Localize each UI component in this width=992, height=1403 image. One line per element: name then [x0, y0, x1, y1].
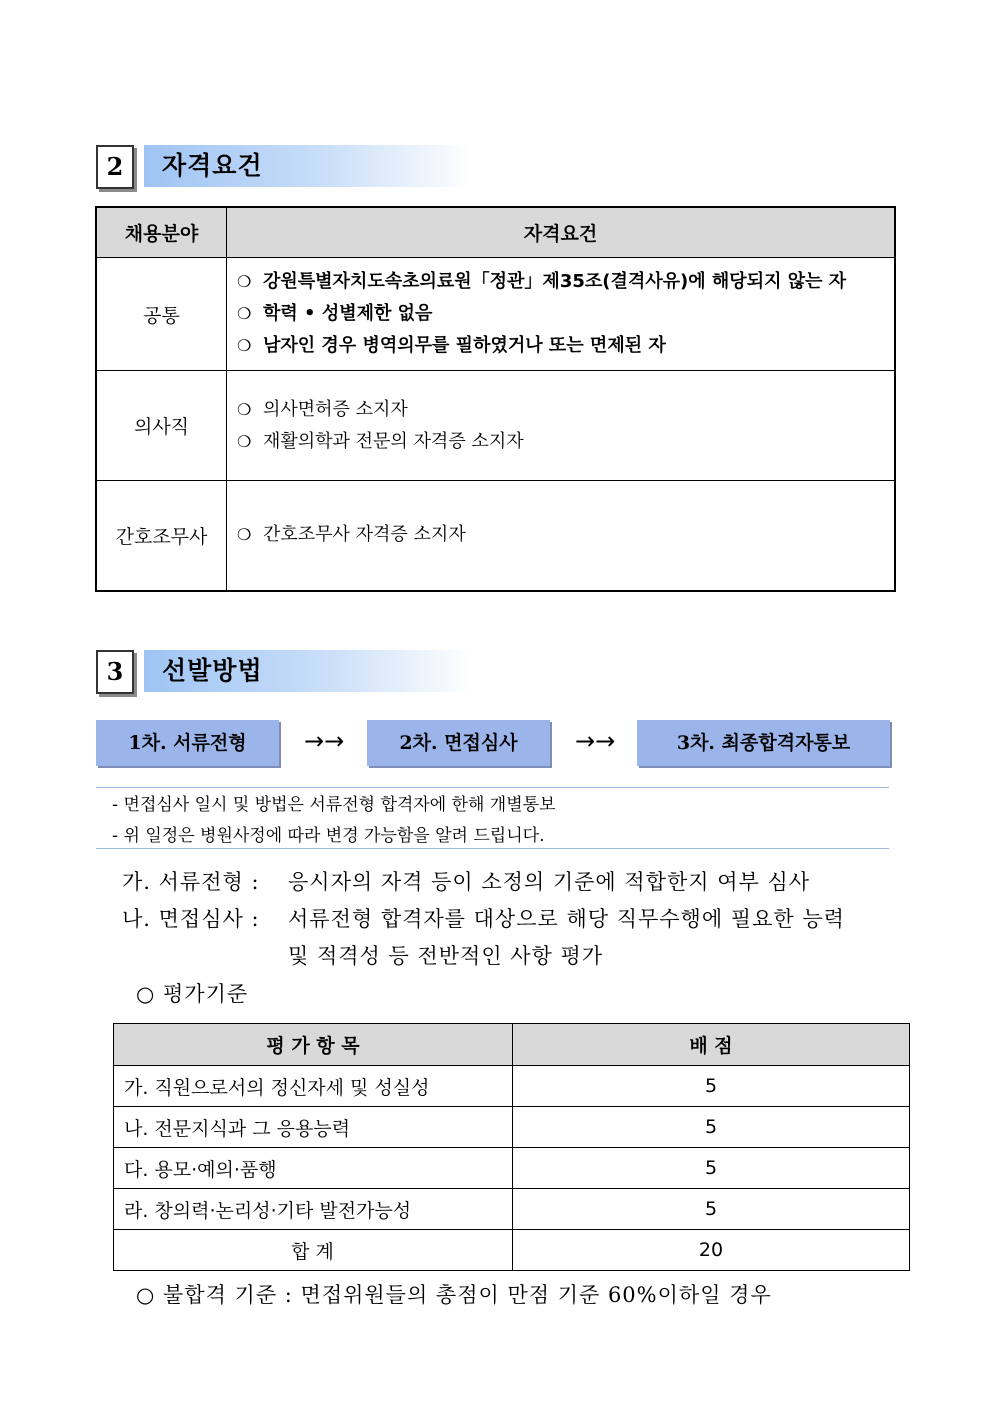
- requirement-item: ❍ 학력 • 성별제한 없음: [237, 298, 894, 330]
- total-score: 20: [513, 1230, 910, 1271]
- section-title-qualifications: 자격요건: [144, 145, 472, 187]
- header-eval-item: 평 가 항 목: [114, 1024, 513, 1066]
- step-document-screening: 1차. 서류전형: [96, 720, 279, 766]
- eval-item: 다. 용모·예의·품행: [114, 1148, 513, 1189]
- table-row: [96, 258, 895, 371]
- header-score: 배 점: [513, 1024, 910, 1066]
- note-line: - 면접심사 일시 및 방법은 서류전형 합격자에 한해 개별통보: [112, 795, 556, 815]
- desc-b-label: 나. 면접심사 :: [122, 907, 260, 931]
- eval-score: 5: [513, 1148, 910, 1189]
- arrow-right-icon: →→: [304, 727, 345, 755]
- category-nurse-aide: 간호조무사: [96, 481, 227, 591]
- table-row: [114, 1189, 910, 1230]
- table-row: [96, 481, 895, 591]
- qualifications-table: [95, 206, 896, 592]
- desc-b-text2: 및 적격성 등 전반적인 사항 평가: [288, 944, 604, 968]
- header-field: 채용분야: [96, 207, 227, 258]
- arrow-right-icon: →→: [575, 727, 616, 755]
- circle-bullet-icon: ❍: [237, 399, 252, 419]
- requirements-doctor: [227, 371, 896, 481]
- section-number-2: 2: [96, 145, 134, 189]
- eval-score: 5: [513, 1107, 910, 1148]
- section-title-selection: 선발방법: [144, 650, 472, 692]
- criteria-heading: ○ 평가기준: [136, 982, 249, 1006]
- section-number-3: 3: [96, 650, 134, 694]
- desc-a-label: 가. 서류전형 :: [122, 870, 260, 894]
- circle-bullet-icon: ❍: [237, 336, 252, 355]
- circle-bullet-icon: ❍: [237, 431, 252, 451]
- requirement-item: ❍ 남자인 경우 병역의무를 필하였거나 또는 면제된 자: [237, 330, 894, 362]
- header-requirements: 자격요건: [227, 207, 896, 258]
- table-row: [114, 1148, 910, 1189]
- requirement-item: ❍ 강원특별자치도속초의료원「정관」제35조(결격사유)에 해당되지 않는 자: [237, 266, 894, 298]
- requirement-item: ❍ 재활의학과 전문의 자격증 소지자: [237, 426, 894, 458]
- evaluation-header-row: [114, 1024, 910, 1066]
- eval-item: 나. 전문지식과 그 응용능력: [114, 1107, 513, 1148]
- notes-box: [96, 787, 889, 849]
- eval-score: 5: [513, 1066, 910, 1107]
- table-row: [96, 371, 895, 481]
- desc-a-text: 응시자의 자격 등이 소정의 기준에 적합한지 여부 심사: [288, 870, 811, 894]
- note-line: - 위 일정은 병원사정에 따라 변경 가능함을 알려 드립니다.: [112, 826, 545, 846]
- table-row: [114, 1107, 910, 1148]
- requirements-nurse-aide: [227, 481, 896, 591]
- eval-item: 라. 창의력·논리성·기타 발전가능성: [114, 1189, 513, 1230]
- total-row: [114, 1230, 910, 1271]
- circle-bullet-icon: ❍: [237, 304, 252, 323]
- step-interview: 2차. 면접심사: [367, 720, 550, 766]
- step-final-notice: 3차. 최종합격자통보: [637, 720, 890, 766]
- eval-item: 가. 직원으로서의 정신자세 및 성실성: [114, 1066, 513, 1107]
- desc-b-text1: 서류전형 합격자를 대상으로 해당 직무수행에 필요한 능력: [288, 907, 845, 931]
- table-row: [114, 1066, 910, 1107]
- requirement-item: ❍ 의사면허증 소지자: [237, 394, 894, 426]
- circle-bullet-icon: ❍: [237, 272, 252, 291]
- requirements-common: [227, 258, 896, 371]
- requirement-item: ❍ 간호조무사 자격증 소지자: [237, 519, 894, 551]
- eval-score: 5: [513, 1189, 910, 1230]
- category-common: 공통: [96, 258, 227, 371]
- fail-criteria: ○ 불합격 기준 : 면접위원들의 총점이 만점 기준 60%이하일 경우: [136, 1283, 772, 1307]
- qualifications-header-row: [96, 207, 895, 258]
- circle-bullet-icon: ❍: [237, 525, 252, 545]
- evaluation-table: [113, 1023, 910, 1271]
- category-doctor: 의사직: [96, 371, 227, 481]
- total-label: 합 계: [114, 1230, 513, 1271]
